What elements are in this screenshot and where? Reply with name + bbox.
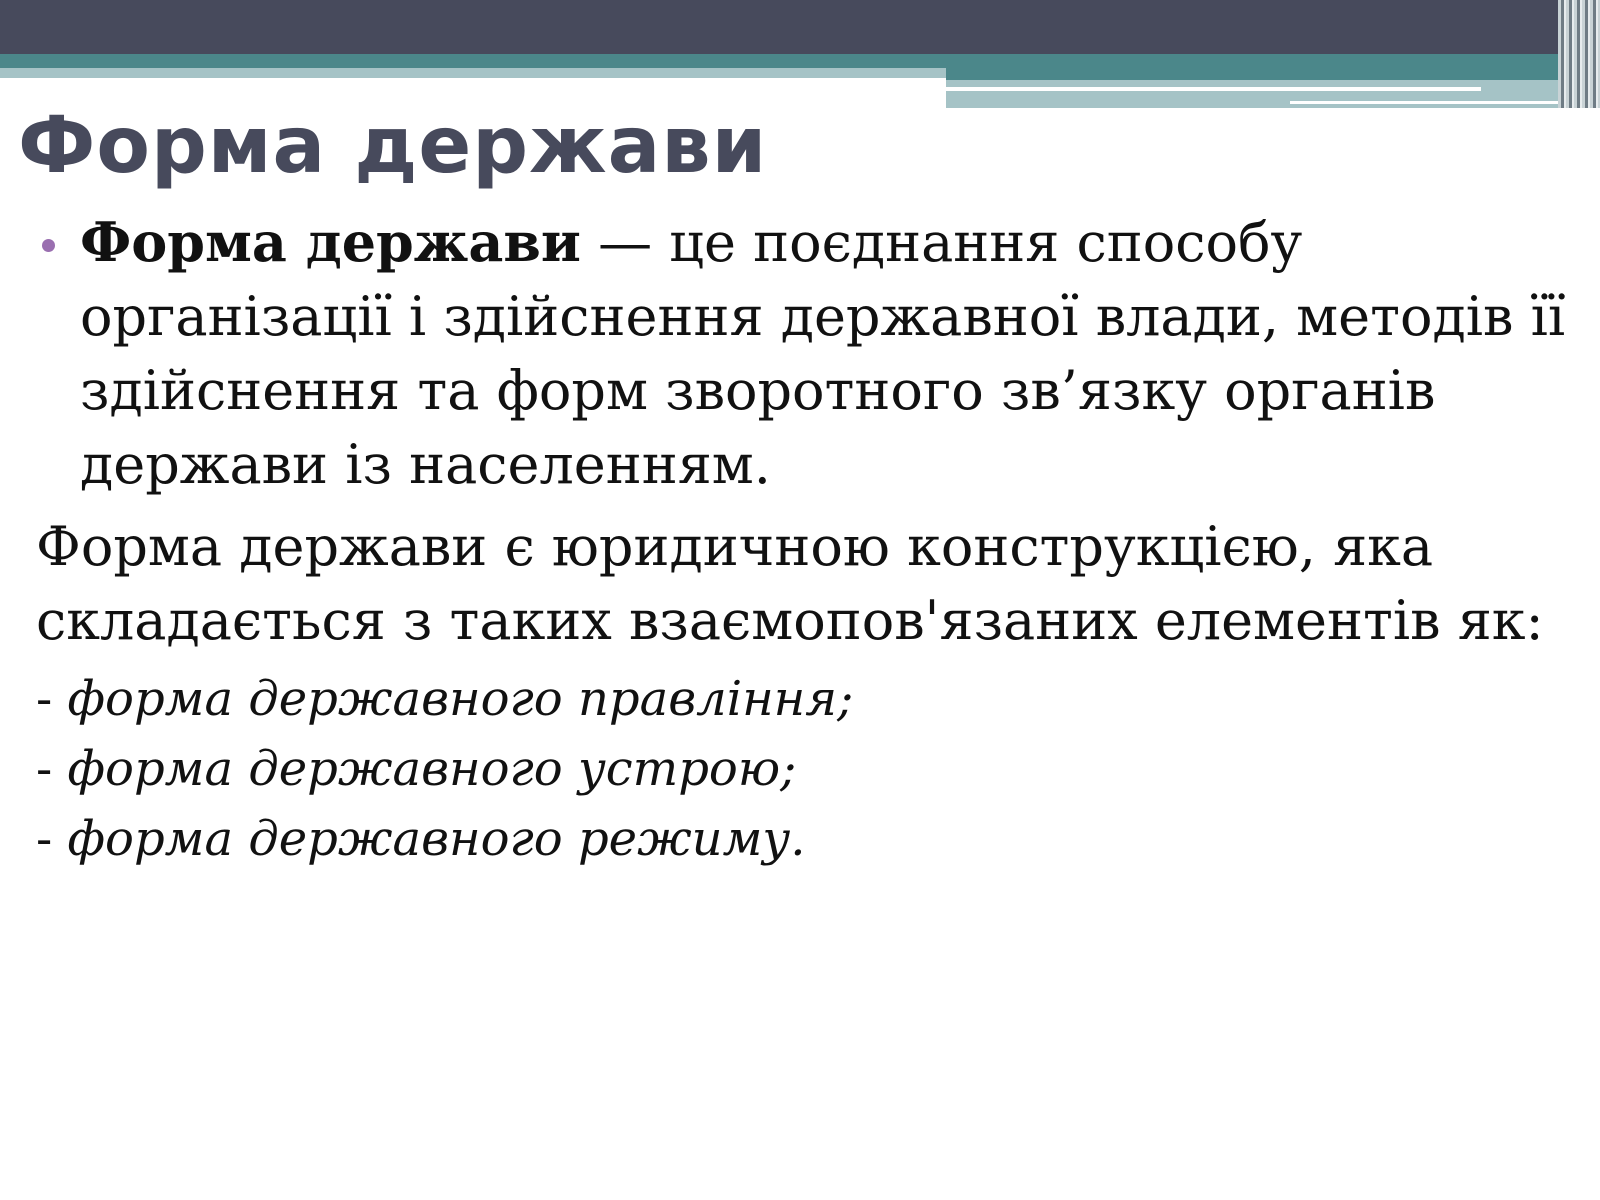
definition-term: Форма держави <box>80 210 581 274</box>
header-band-dark <box>0 0 1600 54</box>
slide-content <box>36 205 1566 874</box>
list-dash: - <box>36 741 68 797</box>
list-item <box>36 804 1566 874</box>
list-item-text: форма державного правління; <box>67 671 854 727</box>
slide-title: Форма держави <box>18 101 768 191</box>
bullet-dot-icon <box>42 239 55 252</box>
list-dash: - <box>36 671 68 727</box>
definition-bullet <box>36 205 1566 502</box>
header-band-teal <box>0 54 1600 68</box>
elements-list <box>36 664 1566 874</box>
header-band-light-left <box>0 68 946 78</box>
list-item <box>36 664 1566 734</box>
list-dash: - <box>36 811 68 867</box>
header-stripes <box>1558 0 1600 108</box>
header-band-teal-right <box>946 68 1600 80</box>
list-item-text: форма державного устрою; <box>67 741 797 797</box>
header-accent-line-short <box>1290 101 1600 104</box>
list-item <box>36 734 1566 804</box>
definition-text: — це поєднання способу організації і здійснення державної влади, методів її здійснення та форм зворотного зв’язку органів держави із населенням. <box>80 211 1566 496</box>
list-item-text: форма державного режиму. <box>67 811 806 867</box>
header-accent-line <box>946 87 1481 91</box>
elements-intro: Форма держави є юридичною конструкцією, яка складається з таких взаємопов'язаних елементів як: <box>36 515 1544 652</box>
